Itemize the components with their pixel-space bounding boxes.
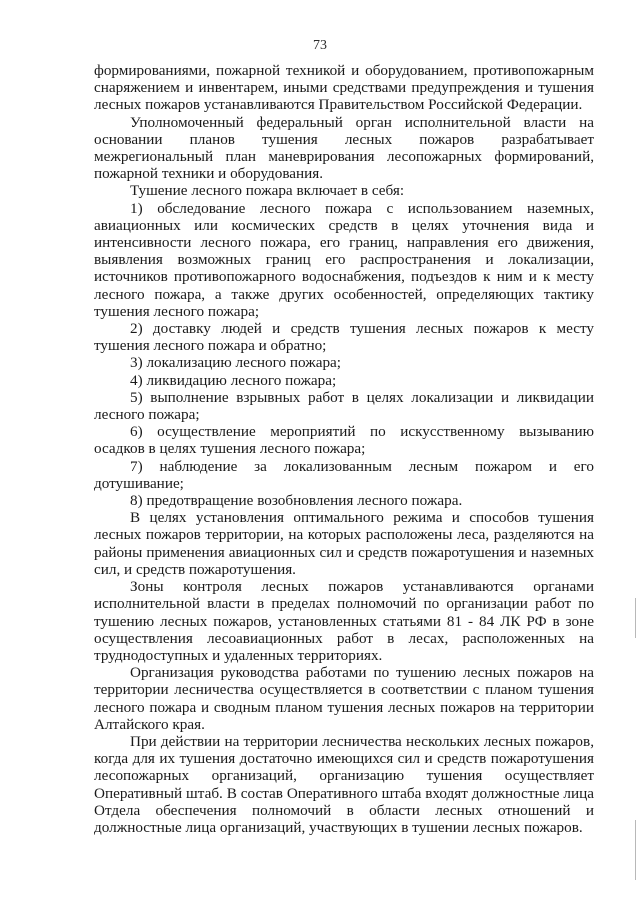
paragraph: Тушение лесного пожара включает в себя:	[130, 182, 405, 200]
list-item: 2) доставку людей и средств тушения лесных пожаров к месту тушения лесного пожара и обратно;	[94, 320, 594, 355]
paragraph: При действии на территории лесничества нескольких лесных пожаров, когда для их тушения достаточно имеющихся сил и средств пожаротушения лесопожарных организаций, организацию тушения осуществляет Оперативный штаб. В состав Оперативного штаба входят должностные лица Отдела обеспечения полномочий в области лесных отношений и должностные лица организаций, участвующих в тушении лесных пожаров.	[94, 732, 594, 836]
list-item: 7) наблюдение за локализованным лесным пожаром и его дотушивание;	[94, 457, 594, 492]
list-item: 4) ликвидацию лесного пожара;	[130, 371, 337, 389]
paragraph: Зоны контроля лесных пожаров устанавливаются органами исполнительной власти в пределах полномочий по организации работ по тушению лесных пожаров, установленных статьями 81 - 84 ЛК РФ в зоне осуществления лесоавиационных работ в лесах, расположенных на труднодоступных и удаленных территориях.	[94, 578, 594, 664]
list-item: 8) предотвращение возобновления лесного пожара.	[130, 492, 463, 510]
paragraph: Организация руководства работами по тушению лесных пожаров на территории лесничества осуществляется в соответствии с планом тушения лесного пожара и сводным планом тушения лесных пожаров на территории Алтайского края.	[94, 664, 594, 733]
paragraph: В целях установления оптимального режима и способов тушения лесных пожаров территории, на которых расположены леса, разделяются на районы применения авиационных сил и средств пожаротушения и наземных сил, и средств пожаротушения.	[94, 509, 594, 578]
list-item: 6) осуществление мероприятий по искусственному вызыванию осадков в целях тушения лесного пожара;	[94, 423, 594, 458]
list-item: 5) выполнение взрывных работ в целях локализации и ликвидации лесного пожара;	[94, 388, 594, 424]
list-item: 1) обследование лесного пожара с использованием наземных, авиационных или космических средств в целях уточнения вида и интенсивности лесного пожара, его границ, направления его движения, выявления возможных границ его распространения и локализации, источников противопожарного водоснабжения, подъездов к ним и к месту лесного пожара, а также других особенностей, определяющих тактику тушения лесного пожара;	[94, 199, 594, 320]
list-item: 3) локализацию лесного пожара;	[130, 354, 342, 372]
scan-edge-mark	[635, 598, 636, 638]
document-body	[94, 62, 594, 836]
paragraph: формированиями, пожарной техникой и оборудованием, противопожарным снаряжением и инвентарем, иными средствами предупреждения и тушения лесных пожаров устанавливаются Правительством Российской Федерации.	[94, 62, 594, 114]
scan-edge-mark	[635, 820, 636, 880]
page-number: 73	[313, 38, 327, 53]
paragraph: Уполномоченный федеральный орган исполнительной власти на основании планов тушения лесных пожаров разрабатывает межрегиональный план маневрирования лесопожарных формирований, пожарной техники и оборудования.	[94, 113, 594, 183]
